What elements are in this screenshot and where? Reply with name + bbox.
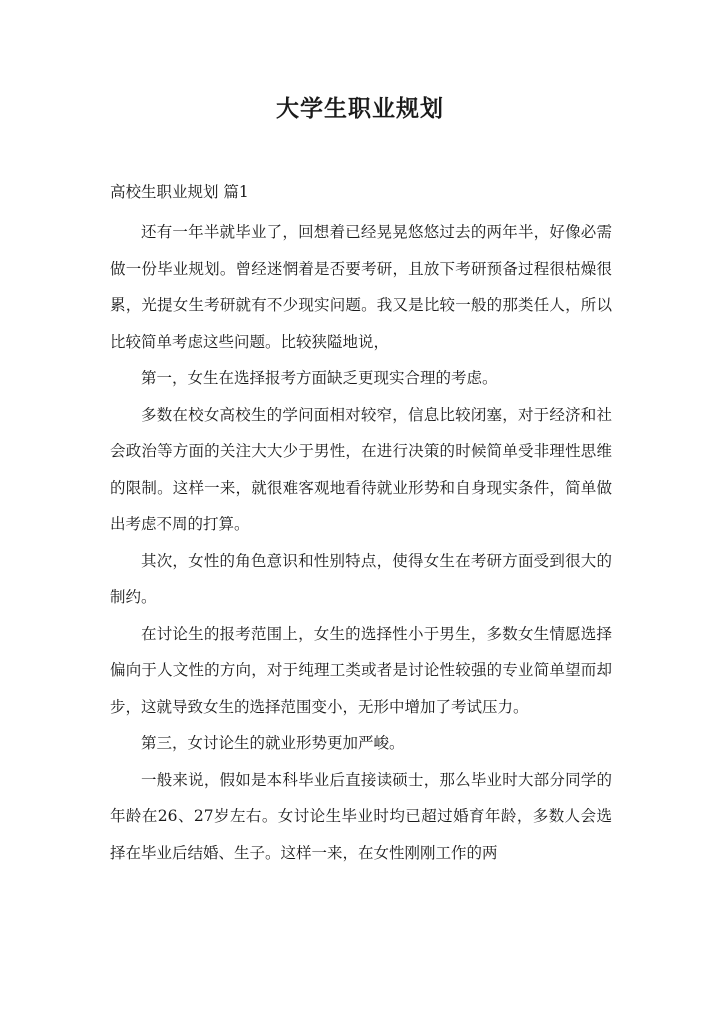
paragraph: 其次，女性的角色意识和性别特点，使得女生在考研方面受到很大的制约。 (110, 551, 612, 606)
section-heading: 高校生职业规划 篇1 (110, 183, 249, 201)
paragraph: 多数在校女高校生的学问面相对较窄，信息比较闭塞，对于经济和社会政治等方面的关注大大少于男性，在进行决策的时候简单受非理性思维的限制。这样一来，就很难客观地看待就业形势和自身现实条件，简单做出考虑不周的打算。 (110, 405, 612, 533)
document-body (110, 214, 612, 871)
paragraph: 第三，女讨论生的就业形势更加严峻。 (141, 734, 405, 752)
paragraph: 在讨论生的报考范围上，女生的选择性小于男生，多数女生情愿选择偏向于人文性的方向，对于纯理工类或者是讨论性较强的专业简单望而却步，这就导致女生的选择范围变小，无形中增加了考试压力。 (110, 624, 612, 716)
document-title: 大学生职业规划 (276, 95, 444, 122)
paragraph: 还有一年半就毕业了，回想着已经晃晃悠悠过去的两年半，好像必需做一份毕业规划。曾经迷惘着是否要考研，且放下考研预备过程很枯燥很累，光提女生考研就有不少现实问题。我又是比较一般的那类任人，所以比较简单考虑这些问题。比较狭隘地说， (110, 223, 612, 351)
paragraph: 第一，女生在选择报考方面缺乏更现实合理的考虑。 (141, 369, 498, 387)
paragraph: 一般来说，假如是本科毕业后直接读硕士，那么毕业时大部分同学的年龄在26、27岁左右。女讨论生毕业时均已超过婚育年龄，多数人会选择在毕业后结婚、生子。这样一来，在女性刚刚工作的两 (110, 770, 612, 862)
